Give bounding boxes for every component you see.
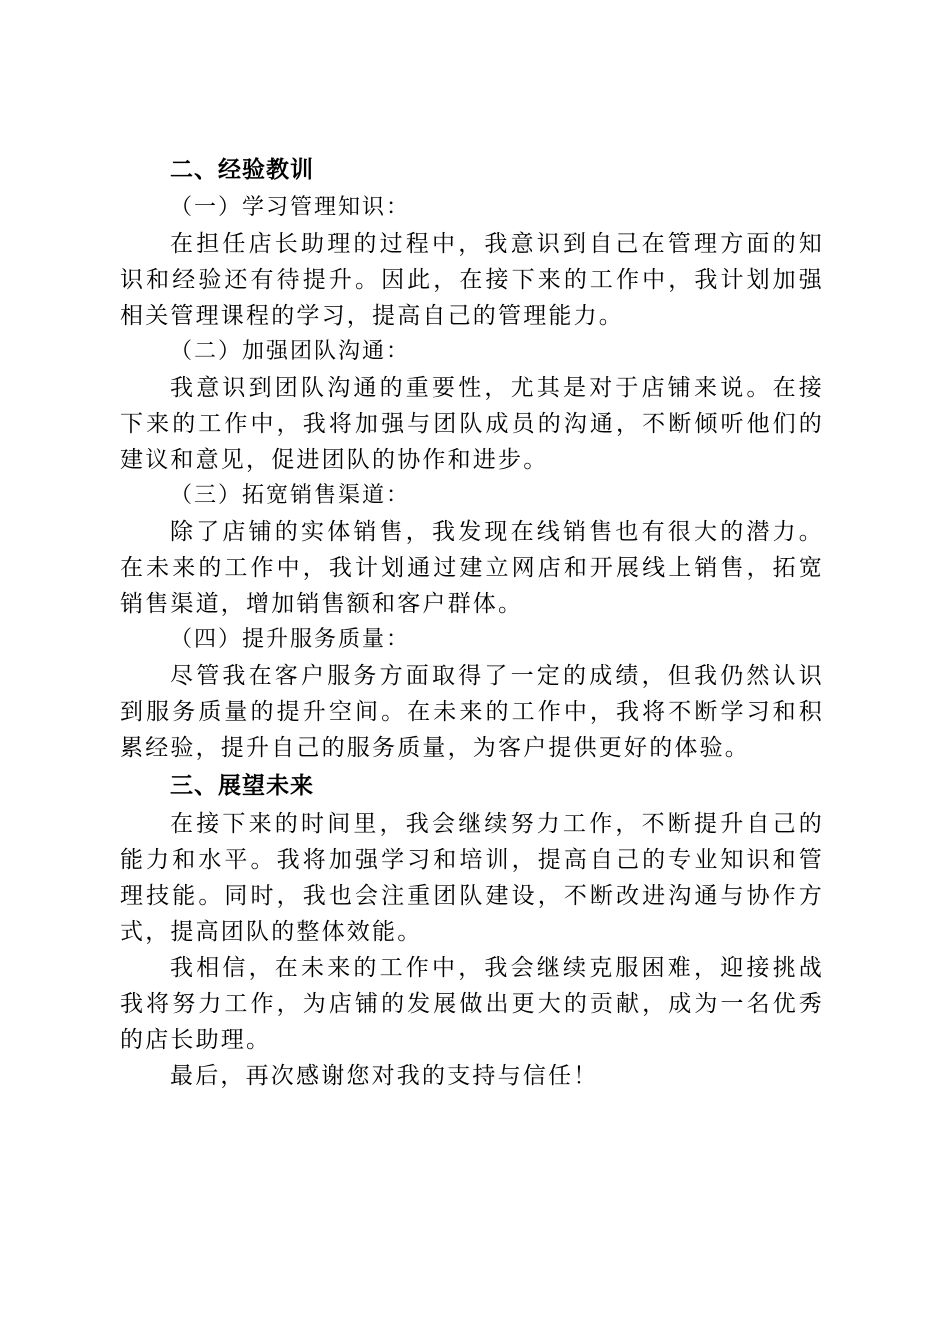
section-heading-outlook: 三、展望未来: [170, 773, 314, 799]
paragraph-team-communication: 我意识到团队沟通的重要性，尤其是对于店铺来说。在接下来的工作中，我将加强与团队成员的沟通，不断倾听他们的建议和意见，促进团队的协作和进步。: [120, 375, 824, 473]
paragraph-thanks: 最后，再次感谢您对我的支持与信任！: [170, 1063, 599, 1089]
document-body: [120, 150, 824, 1094]
paragraph-outlook-1: 在接下来的时间里，我会继续努力工作，不断提升自己的能力和水平。我将加强学习和培训，提高自己的专业知识和管理技能。同时，我也会注重团队建设，不断改进沟通与协作方式，提高团队的整体效能。: [120, 811, 824, 945]
subheading-team-communication: （二）加强团队沟通：: [170, 339, 411, 364]
paragraph-service-quality: 尽管我在客户服务方面取得了一定的成绩，但我仍然认识到服务质量的提升空间。在未来的工作中，我将不断学习和积累经验，提升自己的服务质量，为客户提供更好的体验。: [120, 663, 824, 761]
paragraph-sales-channels: 除了店铺的实体销售，我发现在线销售也有很大的潜力。在未来的工作中，我计划通过建立网店和开展线上销售，拓宽销售渠道，增加销售额和客户群体。: [120, 519, 824, 617]
paragraph-outlook-2: 我相信，在未来的工作中，我会继续克服困难，迎接挑战我将努力工作，为店铺的发展做出更大的贡献，成为一名优秀的店长助理。: [120, 955, 824, 1053]
subheading-sales-channels: （三）拓宽销售渠道：: [170, 483, 411, 508]
subheading-service-quality: （四）提升服务质量：: [170, 627, 411, 652]
section-heading-experience: 二、经验教训: [170, 157, 314, 183]
paragraph-learn-management: 在担任店长助理的过程中，我意识到自己在管理方面的知识和经验还有待提升。因此，在接下来的工作中，我计划加强相关管理课程的学习，提高自己的管理能力。: [120, 231, 824, 329]
subheading-learn-management: （一）学习管理知识：: [170, 195, 411, 220]
